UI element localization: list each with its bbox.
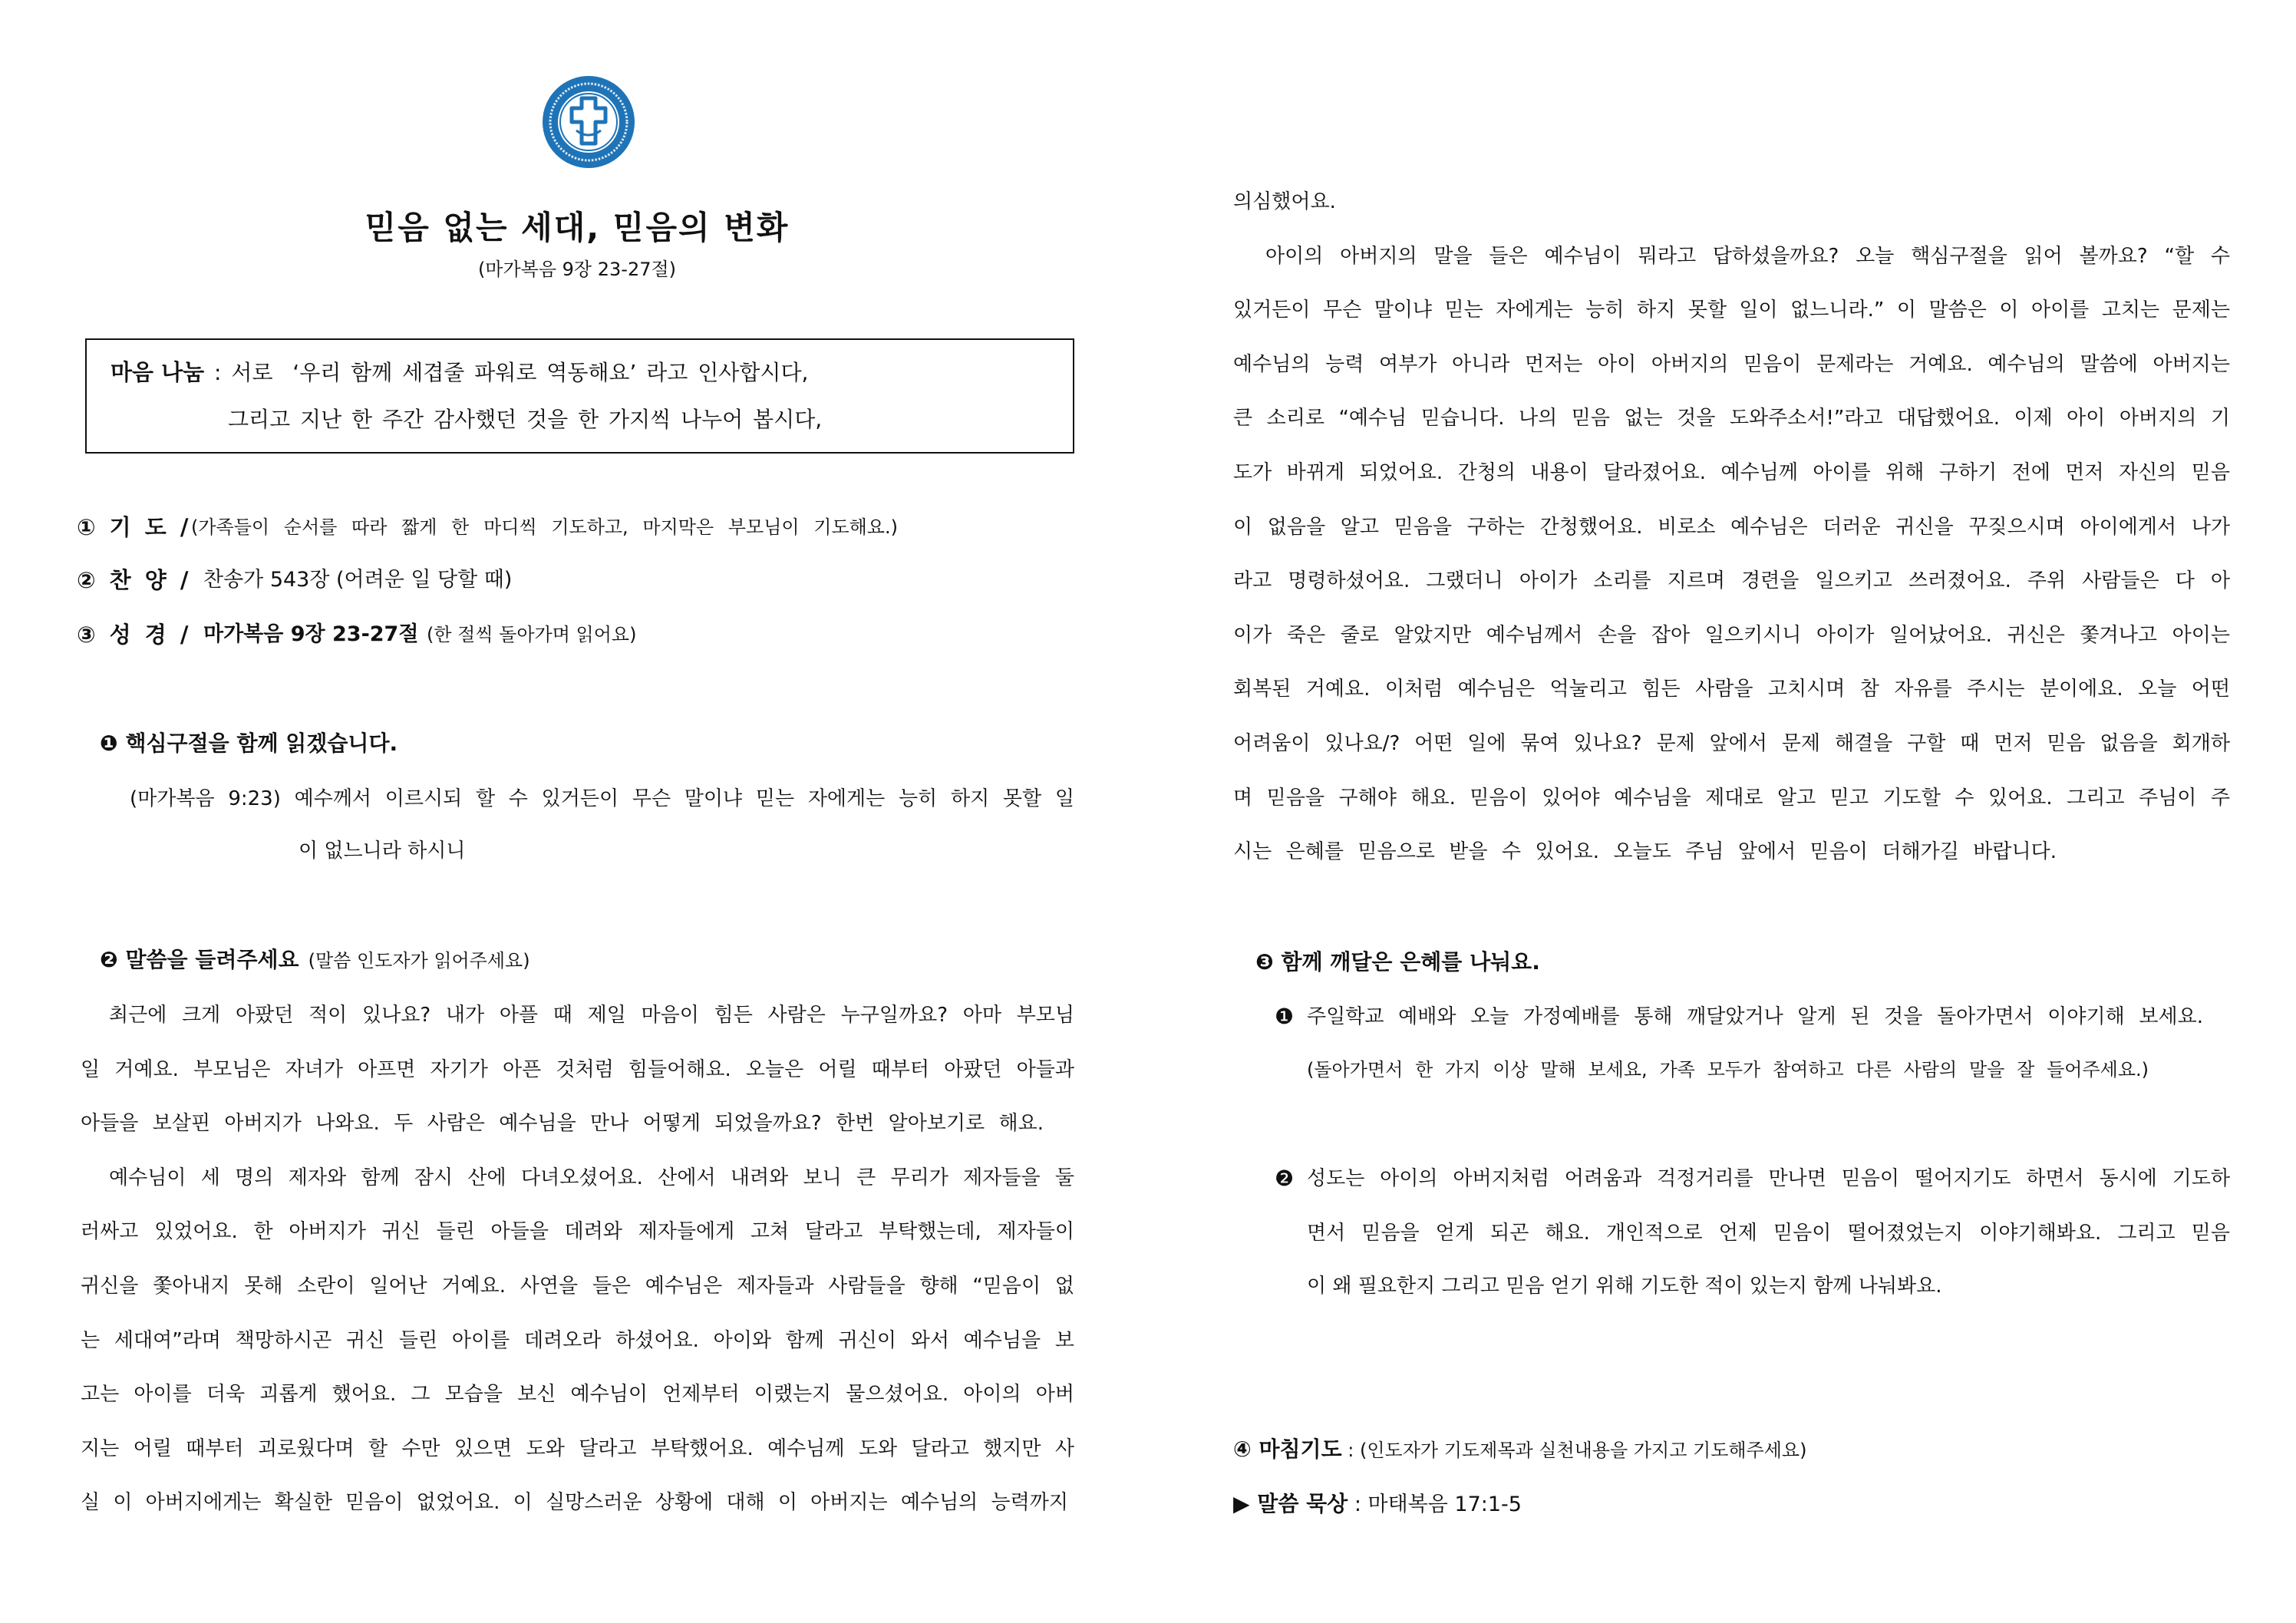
sermon-note: (말씀 인도자가 읽어주세요) <box>308 950 530 971</box>
closing-prayer-label: ④ 마침기도 <box>1233 1437 1342 1462</box>
sermon-heading-text: ❷ 말씀을 들려주세요 <box>100 947 299 972</box>
question-2-line: 이 왜 필요한지 그리고 믿음 얻기 위해 기도한 적이 있는지 함께 나눠봐요. <box>1307 1275 1942 1298</box>
hymn-detail: 찬송가 543장 (어려운 일 당할 때) <box>203 568 513 592</box>
sharing-box <box>85 338 1074 454</box>
scripture-reference: (마가복음 9장 23-27절) <box>477 259 677 280</box>
question-1-marker: ❶ <box>1275 1004 1295 1029</box>
sermon-line: 아이의 아버지의 말을 들은 예수님이 뭐라고 답하셨을까요? 오늘 핵심구절을 읽어 볼까요? “할 수 <box>1265 245 2230 268</box>
sermon-line: 는 세대여”라며 책망하시곤 귀신 들린 아이를 데려오라 하셨어요. 아이와 함께 귀신이 와서 예수님을 보 <box>81 1329 1074 1352</box>
sharing-box-text-1: : 서로 ‘우리 함께 세겹줄 파워로 역동해요’ 라고 인사합시다, <box>204 360 809 385</box>
sermon-line: 이 없음을 알고 믿음을 구하는 간청했어요. 비로소 예수님은 더러운 귀신을 꾸짖으시며 아이에게서 나가 <box>1233 516 2230 539</box>
sermon-line: 고는 아이를 더욱 괴롭게 했어요. 그 모습을 보신 예수님이 언제부터 이랬는지 물으셨어요. 아이의 아버 <box>81 1383 1074 1406</box>
key-verse-line: 이 없느니라 하시니 <box>299 840 466 863</box>
sermon-line: 예수님이 세 명의 제자와 함께 잠시 산에 다녀오셨어요. 산에서 내려와 보니 큰 무리가 제자들을 둘 <box>109 1166 1074 1189</box>
question-1-text: 주일학교 예배와 오늘 가정예배를 통해 깨달았거나 알게 된 것을 돌아가면서 이야기해 보세요. <box>1307 1005 2203 1028</box>
prayer-label: ① 기 도 / <box>77 514 189 540</box>
scripture-detail: (한 절씩 돌아가며 읽어요) <box>427 624 637 645</box>
meditation <box>1233 1489 1522 1519</box>
sermon-line: 실 이 아버지에게는 확실한 믿음이 없었어요. 이 실망스러운 상황에 대해 이 아버지는 예수님의 능력까지 <box>81 1491 1068 1514</box>
sermon-line: 있거든이 무슨 말이냐 믿는 자에게는 능히 하지 못할 일이 없느니라.” 이 말씀은 이 아이를 고치는 문제는 <box>1233 299 2230 322</box>
question-2-marker: ❷ <box>1275 1166 1295 1191</box>
sermon-line: 이가 죽은 줄로 알았지만 예수님께서 손을 잡아 일으키시니 아이가 일어났어요. 귀신은 쫓겨나고 아이는 <box>1233 624 2230 647</box>
key-verse-line: (마가복음 9:23) 예수께서 이르시되 할 수 있거든이 무슨 말이냐 믿는 자에게는 능히 하지 못할 일 <box>130 787 1074 810</box>
sermon-line: 러싸고 있었어요. 한 아버지가 귀신 들린 아들을 데려와 제자들에게 고쳐 달라고 부탁했는데, 제자들이 <box>81 1220 1074 1243</box>
sermon-line: 예수님의 능력 여부가 아니라 먼저는 아이 아버지의 믿음이 문제라는 거예요. 예수님의 말씀에 아버지는 <box>1233 353 2230 376</box>
prayer-detail: (가족들이 순서를 따라 짧게 한 마디씩 기도하고, 마지막은 부모님이 기도해요.) <box>191 516 898 538</box>
page-title: 믿음 없는 세대, 믿음의 변화 <box>365 209 790 246</box>
sermon-line: 최근에 크게 아팠던 적이 있나요? 내가 아플 때 제일 마음이 힘든 사람은 누구일까요? 아마 부모님 <box>109 1004 1074 1027</box>
sermon-line: 회복된 거예요. 이처럼 예수님은 억눌리고 힘든 사람을 고치시며 참 자유를 주시는 분이에요. 오늘 어떤 <box>1233 678 2230 701</box>
question-1-note: (돌아가면서 한 가지 이상 말해 보세요, 가족 모두가 참여하고 다른 사람의 말을 잘 들어주세요.) <box>1307 1059 2149 1080</box>
sermon-line: 귀신을 쫓아내지 못해 소란이 일어난 거예요. 사연을 들은 예수님은 제자들과 사람들을 향해 “믿음이 없 <box>81 1275 1074 1298</box>
sharing-box-label: 마음 나눔 <box>111 359 205 385</box>
sermon-line: 지는 어릴 때부터 괴로웠다며 할 수만 있으면 도와 달라고 부탁했어요. 예수님께 도와 달라고 했지만 사 <box>81 1437 1074 1460</box>
scripture-label: ③ 성 경 / <box>77 622 189 648</box>
question-2-line: 면서 믿음을 얻게 되곤 해요. 개인적으로 언제 믿음이 떨어졌었는지 이야기해봐요. 그리고 믿음 <box>1307 1222 2230 1245</box>
sermon-line: 시는 은혜를 믿음으로 받을 수 있어요. 오늘도 주님 앞에서 믿음이 더해가길 바랍니다. <box>1233 840 2057 863</box>
sermon-line: 의심했어요. <box>1233 190 1336 213</box>
sermon-line: 어려움이 있나요/? 어떤 일에 묶여 있나요? 문제 앞에서 문제 해결을 구할 때 먼저 믿음 없음을 회개하 <box>1233 732 2230 755</box>
meditation-label: ▶ 말씀 묵상 <box>1233 1491 1348 1516</box>
sharing-heading: ❸ 함께 깨달은 은혜를 나눠요. <box>1255 949 1540 975</box>
sermon-heading <box>100 945 530 975</box>
closing-prayer <box>1233 1434 1806 1465</box>
sermon-line: 큰 소리로 “예수님 믿습니다. 나의 믿음 없는 것을 도와주소서!”라고 대답했어요. 이제 아이 아버지의 기 <box>1233 407 2230 430</box>
scripture-passage: 마가복음 9장 23-27절 <box>203 622 419 646</box>
church-logo-icon <box>542 75 635 169</box>
sermon-line: 며 믿음을 구해야 해요. 믿음이 있어야 예수님을 제대로 알고 믿고 기도할 수 있어요. 그리고 주님이 주 <box>1233 787 2230 810</box>
sermon-line: 일 거예요. 부모님은 자녀가 아프면 자기가 아픈 것처럼 힘들어해요. 오늘은 어릴 때부터 아팠던 아들과 <box>81 1058 1074 1081</box>
key-verse-heading: ❶ 핵심구절을 함께 읽겠습니다. <box>100 731 398 756</box>
hymn-label: ② 찬 양 / <box>77 567 189 593</box>
question-2-line: 성도는 아이의 아버지처럼 어려움과 걱정거리를 만나면 믿음이 떨어지기도 하면서 동시에 기도하 <box>1307 1167 2230 1190</box>
sermon-line: 아들을 보살핀 아버지가 나와요. 두 사람은 예수님을 만나 어떻게 되었을까요? 한번 알아보기로 해요. <box>81 1112 1044 1135</box>
sermon-line: 도가 바뀌게 되었어요. 간청의 내용이 달라졌어요. 예수님께 아이를 위해 구하기 전에 먼저 자신의 믿음 <box>1233 461 2230 484</box>
sermon-line: 라고 명령하셨어요. 그랬더니 아이가 소리를 지르며 경련을 일으키고 쓰러졌어요. 주위 사람들은 다 아 <box>1233 569 2230 592</box>
sharing-box-text-2: 그리고 지난 한 주간 감사했던 것을 한 가지씩 나누어 봅시다, <box>228 407 823 432</box>
closing-prayer-detail: : (인도자가 기도제목과 실천내용을 가지고 기도해주세요) <box>1341 1440 1807 1461</box>
sharing-box-line-1 <box>111 357 808 388</box>
meditation-passage: : 마태복음 17:1-5 <box>1348 1493 1522 1516</box>
